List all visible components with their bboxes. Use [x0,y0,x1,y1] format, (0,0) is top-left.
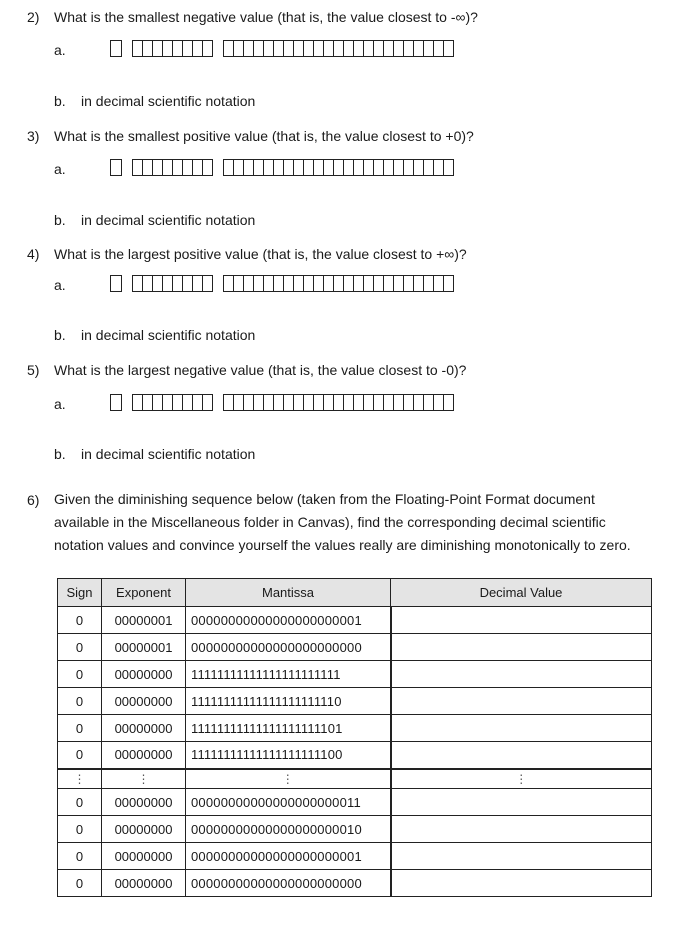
mantissa-cell: 11111111111111111111100 [186,742,391,769]
bit-cell[interactable] [413,160,423,175]
sign-cell: 0 [58,789,102,816]
bit-cell[interactable] [293,395,303,410]
bit-cell[interactable] [353,41,363,56]
bit-cell[interactable] [373,160,383,175]
bit-cell[interactable] [383,395,393,410]
table-row [58,870,652,897]
question-3-bit-fields[interactable] [110,159,454,176]
question-4-part-a: a. [54,277,66,293]
bit-cell[interactable] [111,160,120,175]
question-2-bit-fields[interactable] [110,40,454,57]
bit-cell[interactable] [363,395,373,410]
question-4-part-b-text: in decimal scientific notation [81,327,256,343]
sign-bit-box[interactable] [110,394,122,411]
bit-cell[interactable] [172,276,182,291]
bit-cell[interactable] [443,276,453,291]
bit-cell[interactable] [403,160,413,175]
bit-cell[interactable] [353,160,363,175]
bit-cell[interactable] [313,395,323,410]
sign-bit-box[interactable] [110,275,122,292]
bit-cell[interactable] [393,160,403,175]
bit-cell[interactable] [263,41,273,56]
question-3-part-b: b. [54,212,66,228]
exponent-bits-box[interactable] [132,40,213,57]
table-row [58,816,652,843]
question-6-line-2: available in the Miscellaneous folder in Canvas), find the corresponding decimal scientific [54,514,606,530]
exponent-cell: 00000000 [102,688,186,715]
bit-cell[interactable] [383,160,393,175]
bit-cell[interactable] [172,41,182,56]
bit-cell[interactable] [373,41,383,56]
bit-cell[interactable] [202,41,212,56]
mantissa-cell: 00000000000000000000000 [186,634,391,661]
mantissa-bits-box[interactable] [223,394,454,411]
mantissa-cell: 00000000000000000000011 [186,789,391,816]
bit-cell[interactable] [333,160,343,175]
bit-cell[interactable] [142,395,152,410]
table-row [58,789,652,816]
bit-cell[interactable] [224,160,233,175]
bit-cell[interactable] [172,160,182,175]
bit-cell[interactable] [142,276,152,291]
ellipsis-cell [102,769,186,789]
ellipsis-row [58,769,652,789]
exponent-cell: 00000000 [102,843,186,870]
bit-cell[interactable] [224,395,233,410]
bit-cell[interactable] [283,41,293,56]
bit-cell[interactable] [303,395,313,410]
bit-cell[interactable] [343,395,353,410]
question-2-part-b: b. [54,93,66,109]
bit-cell[interactable] [273,41,283,56]
bit-cell[interactable] [403,41,413,56]
bit-cell[interactable] [162,41,172,56]
bit-cell[interactable] [323,395,333,410]
table-row [58,715,652,742]
bit-cell[interactable] [152,276,162,291]
sign-cell: 0 [58,607,102,634]
table-row [58,688,652,715]
bit-cell[interactable] [303,276,313,291]
question-5-part-b-text: in decimal scientific notation [81,446,256,462]
bit-cell[interactable] [313,276,323,291]
bit-cell[interactable] [423,160,433,175]
sign-cell: 0 [58,688,102,715]
bit-cell[interactable] [253,395,263,410]
mantissa-cell: 00000000000000000000001 [186,843,391,870]
exponent-cell: 00000001 [102,634,186,661]
question-5-part-a: a. [54,396,66,412]
bit-cell[interactable] [202,395,212,410]
decimal-value-cell[interactable] [391,870,652,897]
decimal-value-cell[interactable] [391,789,652,816]
decimal-value-cell[interactable] [391,688,652,715]
bit-cell[interactable] [363,160,373,175]
bit-cell[interactable] [111,41,120,56]
ellipsis-mark: ⋮ [515,772,528,787]
exponent-cell: 00000001 [102,607,186,634]
table-row [58,607,652,634]
diminishing-sequence-table [57,578,652,897]
bit-cell[interactable] [293,276,303,291]
bit-cell[interactable] [152,160,162,175]
bit-cell[interactable] [273,276,283,291]
bit-cell[interactable] [343,160,353,175]
question-3-part-a: a. [54,161,66,177]
bit-cell[interactable] [443,395,453,410]
bit-cell[interactable] [413,395,423,410]
bit-cell[interactable] [253,41,263,56]
bit-cell[interactable] [443,41,453,56]
table-header-row [58,579,652,607]
question-5-bit-fields[interactable] [110,394,454,411]
bit-cell[interactable] [253,276,263,291]
bit-cell[interactable] [133,160,142,175]
bit-cell[interactable] [293,160,303,175]
bit-cell[interactable] [233,276,243,291]
exponent-bits-box[interactable] [132,159,213,176]
sign-bit-box[interactable] [110,159,122,176]
bit-cell[interactable] [413,276,423,291]
bit-cell[interactable] [393,41,403,56]
question-3-text: What is the smallest positive value (that is, the value closest to +0)? [54,128,474,144]
mantissa-cell: 00000000000000000000001 [186,607,391,634]
exponent-cell: 00000000 [102,742,186,769]
bit-cell[interactable] [233,41,243,56]
bit-cell[interactable] [333,276,343,291]
bit-cell[interactable] [393,395,403,410]
decimal-value-cell[interactable] [391,715,652,742]
header-decimal-value: Decimal Value [391,579,652,607]
bit-cell[interactable] [413,41,423,56]
bit-cell[interactable] [423,395,433,410]
bit-cell[interactable] [403,276,413,291]
table-row [58,634,652,661]
bit-cell[interactable] [303,160,313,175]
bit-cell[interactable] [243,41,253,56]
exponent-cell: 00000000 [102,870,186,897]
bit-cell[interactable] [202,160,212,175]
bit-cell[interactable] [192,276,202,291]
decimal-value-cell[interactable] [391,607,652,634]
bit-cell[interactable] [263,276,273,291]
ellipsis-cell [391,769,652,789]
ellipsis-cell [58,769,102,789]
question-4-text: What is the largest positive value (that is, the value closest to +∞)? [54,246,467,262]
decimal-value-cell[interactable] [391,742,652,769]
bit-cell[interactable] [172,395,182,410]
exponent-cell: 00000000 [102,816,186,843]
bit-cell[interactable] [403,395,413,410]
bit-cell[interactable] [323,276,333,291]
question-6-text [54,488,694,557]
mantissa-bits-box[interactable] [223,159,454,176]
bit-cell[interactable] [152,41,162,56]
bit-cell[interactable] [313,41,323,56]
question-2-part-a: a. [54,42,66,58]
bit-cell[interactable] [323,160,333,175]
bit-cell[interactable] [202,276,212,291]
bit-cell[interactable] [353,276,363,291]
bit-cell[interactable] [253,160,263,175]
bit-cell[interactable] [363,41,373,56]
question-6-line-1: Given the diminishing sequence below (taken from the Floating-Point Format document [54,491,595,507]
ellipsis-cell [186,769,391,789]
bit-cell[interactable] [263,395,273,410]
question-4-bit-fields[interactable] [110,275,454,292]
bit-cell[interactable] [323,41,333,56]
question-5-text: What is the largest negative value (that is, the value closest to -0)? [54,362,467,378]
question-3-part-b-text: in decimal scientific notation [81,212,256,228]
bit-cell[interactable] [133,395,142,410]
bit-cell[interactable] [243,160,253,175]
header-sign: Sign [58,579,102,607]
bit-cell[interactable] [393,276,403,291]
mantissa-cell: 00000000000000000000000 [186,870,391,897]
bit-cell[interactable] [243,276,253,291]
sign-cell: 0 [58,843,102,870]
exponent-cell: 00000000 [102,661,186,688]
bit-cell[interactable] [243,395,253,410]
bit-cell[interactable] [182,276,192,291]
bit-cell[interactable] [433,276,443,291]
decimal-value-cell[interactable] [391,816,652,843]
exponent-cell: 00000000 [102,715,186,742]
question-2-number: 2) [27,9,40,25]
sign-cell: 0 [58,742,102,769]
bit-cell[interactable] [353,395,363,410]
bit-cell[interactable] [192,41,202,56]
bit-cell[interactable] [182,41,192,56]
bit-cell[interactable] [182,395,192,410]
bit-cell[interactable] [373,395,383,410]
sign-bit-box[interactable] [110,40,122,57]
bit-cell[interactable] [162,276,172,291]
question-6-number: 6) [27,492,40,508]
bit-cell[interactable] [263,160,273,175]
bit-cell[interactable] [283,395,293,410]
bit-cell[interactable] [192,395,202,410]
bit-cell[interactable] [142,160,152,175]
bit-cell[interactable] [423,41,433,56]
mantissa-bits-box[interactable] [223,275,454,292]
question-4-number: 4) [27,246,40,262]
ellipsis-mark: ⋮ [281,772,294,787]
bit-cell[interactable] [133,276,142,291]
bit-cell[interactable] [192,160,202,175]
table-row [58,742,652,769]
decimal-value-cell[interactable] [391,661,652,688]
ellipsis-mark: ⋮ [137,772,150,787]
exponent-bits-box[interactable] [132,275,213,292]
ellipsis-mark: ⋮ [73,772,86,787]
question-5-number: 5) [27,362,40,378]
decimal-value-cell[interactable] [391,634,652,661]
question-2-part-b-text: in decimal scientific notation [81,93,256,109]
bit-cell[interactable] [182,160,192,175]
bit-cell[interactable] [111,276,120,291]
bit-cell[interactable] [224,41,233,56]
bit-cell[interactable] [333,395,343,410]
sign-cell: 0 [58,634,102,661]
bit-cell[interactable] [383,41,393,56]
bit-cell[interactable] [233,395,243,410]
table-row [58,661,652,688]
question-6-line-3: notation values and convince yourself the values really are diminishing monotonically to zero. [54,537,631,553]
sign-cell: 0 [58,816,102,843]
bit-cell[interactable] [111,395,120,410]
sign-cell: 0 [58,870,102,897]
bit-cell[interactable] [383,276,393,291]
bit-cell[interactable] [343,41,353,56]
sign-cell: 0 [58,661,102,688]
header-exponent: Exponent [102,579,186,607]
bit-cell[interactable] [142,41,152,56]
bit-cell[interactable] [333,41,343,56]
bit-cell[interactable] [273,160,283,175]
mantissa-cell: 11111111111111111111101 [186,715,391,742]
exponent-cell: 00000000 [102,789,186,816]
bit-cell[interactable] [152,395,162,410]
bit-cell[interactable] [133,41,142,56]
bit-cell[interactable] [293,41,303,56]
question-3-number: 3) [27,128,40,144]
bit-cell[interactable] [343,276,353,291]
bit-cell[interactable] [303,41,313,56]
bit-cell[interactable] [433,41,443,56]
bit-cell[interactable] [162,395,172,410]
bit-cell[interactable] [443,160,453,175]
table-row [58,843,652,870]
mantissa-bits-box[interactable] [223,40,454,57]
header-mantissa: Mantissa [186,579,391,607]
bit-cell[interactable] [233,160,243,175]
mantissa-cell: 11111111111111111111110 [186,688,391,715]
bit-cell[interactable] [373,276,383,291]
bit-cell[interactable] [433,160,443,175]
mantissa-cell: 11111111111111111111111 [186,661,391,688]
question-4-part-b: b. [54,327,66,343]
bit-cell[interactable] [224,276,233,291]
mantissa-cell: 00000000000000000000010 [186,816,391,843]
bit-cell[interactable] [363,276,373,291]
bit-cell[interactable] [283,276,293,291]
bit-cell[interactable] [423,276,433,291]
sign-cell: 0 [58,715,102,742]
bit-cell[interactable] [273,395,283,410]
question-5-part-b: b. [54,446,66,462]
bit-cell[interactable] [313,160,323,175]
exponent-bits-box[interactable] [132,394,213,411]
bit-cell[interactable] [283,160,293,175]
decimal-value-cell[interactable] [391,843,652,870]
bit-cell[interactable] [162,160,172,175]
bit-cell[interactable] [433,395,443,410]
question-2-text: What is the smallest negative value (that is, the value closest to -∞)? [54,9,478,25]
